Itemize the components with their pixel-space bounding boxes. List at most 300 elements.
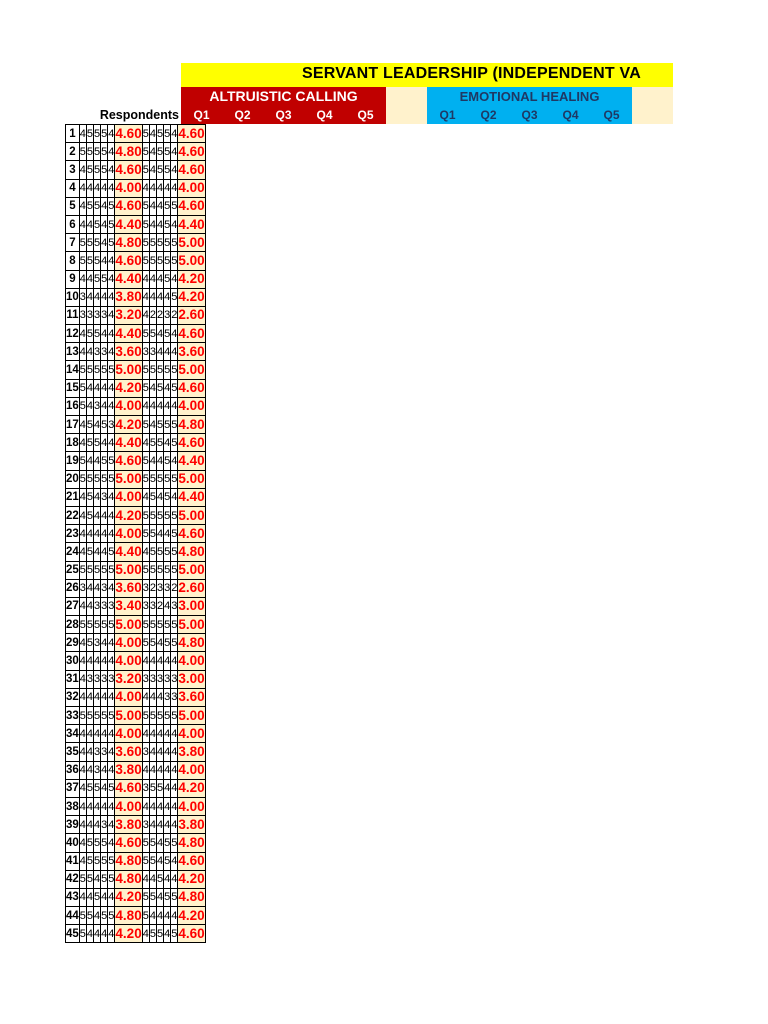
emotional-q2-cell[interactable]: 5 xyxy=(149,561,156,579)
altruistic-q5-cell[interactable]: 5 xyxy=(108,197,115,215)
altruistic-average-cell[interactable]: 4.60 xyxy=(115,197,142,215)
altruistic-q4-cell[interactable]: 3 xyxy=(101,670,108,688)
altruistic-average-cell[interactable]: 3.20 xyxy=(115,306,142,324)
emotional-q2-cell[interactable]: 4 xyxy=(149,288,156,306)
altruistic-q3-cell[interactable]: 5 xyxy=(94,252,101,270)
emotional-q3-cell[interactable]: 5 xyxy=(156,416,163,434)
emotional-q1-cell[interactable]: 4 xyxy=(142,725,149,743)
altruistic-q1-cell[interactable]: 4 xyxy=(79,416,86,434)
emotional-q4-cell[interactable]: 4 xyxy=(164,179,171,197)
altruistic-q5-cell[interactable]: 4 xyxy=(108,816,115,834)
altruistic-q3-cell[interactable]: 5 xyxy=(94,616,101,634)
respondent-id-cell[interactable]: 33 xyxy=(66,707,80,725)
emotional-q1-cell[interactable]: 4 xyxy=(142,925,149,943)
altruistic-q2-cell[interactable]: 4 xyxy=(86,725,93,743)
emotional-average-cell[interactable]: 4.00 xyxy=(178,797,205,815)
altruistic-q1-cell[interactable]: 4 xyxy=(79,343,86,361)
altruistic-q4-cell[interactable]: 3 xyxy=(101,343,108,361)
emotional-q5-cell[interactable]: 5 xyxy=(171,506,178,524)
emotional-q4-cell[interactable]: 5 xyxy=(164,834,171,852)
altruistic-q4-cell[interactable]: 4 xyxy=(101,725,108,743)
altruistic-q5-cell[interactable]: 4 xyxy=(108,634,115,652)
emotional-q3-cell[interactable]: 5 xyxy=(156,925,163,943)
emotional-q1-cell[interactable]: 4 xyxy=(142,306,149,324)
altruistic-q2-cell[interactable]: 4 xyxy=(86,343,93,361)
emotional-average-cell[interactable]: 4.60 xyxy=(178,925,205,943)
emotional-q1-cell[interactable]: 5 xyxy=(142,525,149,543)
altruistic-average-cell[interactable]: 4.60 xyxy=(115,161,142,179)
altruistic-q2-cell[interactable]: 5 xyxy=(86,870,93,888)
altruistic-average-cell[interactable]: 4.00 xyxy=(115,725,142,743)
altruistic-q2-cell[interactable]: 5 xyxy=(86,506,93,524)
altruistic-average-cell[interactable]: 5.00 xyxy=(115,707,142,725)
respondent-id-cell[interactable]: 34 xyxy=(66,725,80,743)
emotional-q4-cell[interactable]: 5 xyxy=(164,452,171,470)
altruistic-q4-cell[interactable]: 5 xyxy=(101,143,108,161)
emotional-q5-cell[interactable]: 4 xyxy=(171,870,178,888)
altruistic-q3-cell[interactable]: 5 xyxy=(94,470,101,488)
altruistic-q5-cell[interactable]: 4 xyxy=(108,725,115,743)
altruistic-q3-cell[interactable]: 4 xyxy=(94,506,101,524)
altruistic-q5-cell[interactable]: 4 xyxy=(108,888,115,906)
emotional-q1-cell[interactable]: 4 xyxy=(142,288,149,306)
altruistic-q4-cell[interactable]: 5 xyxy=(101,470,108,488)
respondent-id-cell[interactable]: 6 xyxy=(66,215,80,233)
altruistic-average-cell[interactable]: 4.00 xyxy=(115,797,142,815)
emotional-q5-cell[interactable]: 4 xyxy=(171,725,178,743)
emotional-q1-cell[interactable]: 4 xyxy=(142,434,149,452)
emotional-q3-cell[interactable]: 3 xyxy=(156,670,163,688)
respondent-id-cell[interactable]: 38 xyxy=(66,797,80,815)
emotional-q4-cell[interactable]: 3 xyxy=(164,670,171,688)
altruistic-q1-cell[interactable]: 5 xyxy=(79,616,86,634)
altruistic-average-cell[interactable]: 4.80 xyxy=(115,143,142,161)
altruistic-q1-cell[interactable]: 4 xyxy=(79,543,86,561)
altruistic-q5-cell[interactable]: 4 xyxy=(108,270,115,288)
emotional-q4-cell[interactable]: 4 xyxy=(164,343,171,361)
respondent-id-cell[interactable]: 36 xyxy=(66,761,80,779)
emotional-q4-cell[interactable]: 4 xyxy=(164,725,171,743)
emotional-average-cell[interactable]: 5.00 xyxy=(178,361,205,379)
emotional-q1-cell[interactable]: 4 xyxy=(142,270,149,288)
altruistic-q3-cell[interactable]: 5 xyxy=(94,325,101,343)
emotional-q3-cell[interactable]: 2 xyxy=(156,597,163,615)
altruistic-average-cell[interactable]: 3.40 xyxy=(115,597,142,615)
emotional-q4-cell[interactable]: 5 xyxy=(164,470,171,488)
altruistic-q4-cell[interactable]: 4 xyxy=(101,197,108,215)
altruistic-q3-cell[interactable]: 4 xyxy=(94,543,101,561)
altruistic-average-cell[interactable]: 3.60 xyxy=(115,343,142,361)
altruistic-q2-cell[interactable]: 5 xyxy=(86,470,93,488)
emotional-q2-cell[interactable]: 5 xyxy=(149,434,156,452)
respondent-id-cell[interactable]: 16 xyxy=(66,397,80,415)
emotional-average-cell[interactable]: 4.80 xyxy=(178,834,205,852)
emotional-q5-cell[interactable]: 5 xyxy=(171,470,178,488)
emotional-q2-cell[interactable]: 2 xyxy=(149,579,156,597)
emotional-q5-cell[interactable]: 4 xyxy=(171,270,178,288)
emotional-q1-cell[interactable]: 3 xyxy=(142,579,149,597)
emotional-average-cell[interactable]: 4.80 xyxy=(178,888,205,906)
emotional-q5-cell[interactable]: 4 xyxy=(171,179,178,197)
emotional-q4-cell[interactable]: 5 xyxy=(164,161,171,179)
altruistic-q3-cell[interactable]: 5 xyxy=(94,834,101,852)
altruistic-q3-cell[interactable]: 5 xyxy=(94,852,101,870)
emotional-q2-cell[interactable]: 5 xyxy=(149,252,156,270)
emotional-q3-cell[interactable]: 4 xyxy=(156,215,163,233)
altruistic-average-cell[interactable]: 3.80 xyxy=(115,816,142,834)
altruistic-q5-cell[interactable]: 4 xyxy=(108,525,115,543)
altruistic-q1-cell[interactable]: 5 xyxy=(79,361,86,379)
altruistic-q1-cell[interactable]: 4 xyxy=(79,597,86,615)
altruistic-q2-cell[interactable]: 4 xyxy=(86,797,93,815)
altruistic-q2-cell[interactable]: 5 xyxy=(86,634,93,652)
emotional-q3-cell[interactable]: 5 xyxy=(156,870,163,888)
respondent-id-cell[interactable]: 13 xyxy=(66,343,80,361)
emotional-average-cell[interactable]: 4.80 xyxy=(178,634,205,652)
altruistic-q2-cell[interactable]: 5 xyxy=(86,125,93,143)
altruistic-q1-cell[interactable]: 5 xyxy=(79,907,86,925)
altruistic-q4-cell[interactable]: 4 xyxy=(101,634,108,652)
emotional-q2-cell[interactable]: 4 xyxy=(149,725,156,743)
altruistic-q2-cell[interactable]: 4 xyxy=(86,179,93,197)
altruistic-q1-cell[interactable]: 4 xyxy=(79,670,86,688)
emotional-average-cell[interactable]: 5.00 xyxy=(178,707,205,725)
emotional-q5-cell[interactable]: 4 xyxy=(171,907,178,925)
emotional-q4-cell[interactable]: 5 xyxy=(164,125,171,143)
altruistic-q3-cell[interactable]: 4 xyxy=(94,579,101,597)
altruistic-q3-cell[interactable]: 4 xyxy=(94,688,101,706)
emotional-q3-cell[interactable]: 4 xyxy=(156,197,163,215)
altruistic-q2-cell[interactable]: 5 xyxy=(86,834,93,852)
altruistic-q2-cell[interactable]: 5 xyxy=(86,907,93,925)
altruistic-average-cell[interactable]: 4.20 xyxy=(115,925,142,943)
emotional-q5-cell[interactable]: 5 xyxy=(171,888,178,906)
altruistic-q3-cell[interactable]: 5 xyxy=(94,779,101,797)
emotional-average-cell[interactable]: 4.60 xyxy=(178,852,205,870)
altruistic-q5-cell[interactable]: 4 xyxy=(108,179,115,197)
emotional-q2-cell[interactable]: 4 xyxy=(149,125,156,143)
emotional-q1-cell[interactable]: 5 xyxy=(142,452,149,470)
emotional-q5-cell[interactable]: 2 xyxy=(171,306,178,324)
emotional-q4-cell[interactable]: 5 xyxy=(164,252,171,270)
altruistic-q4-cell[interactable]: 5 xyxy=(101,852,108,870)
altruistic-q4-cell[interactable]: 4 xyxy=(101,761,108,779)
altruistic-q1-cell[interactable]: 4 xyxy=(79,488,86,506)
altruistic-q2-cell[interactable]: 4 xyxy=(86,761,93,779)
emotional-q5-cell[interactable]: 5 xyxy=(171,561,178,579)
respondent-id-cell[interactable]: 37 xyxy=(66,779,80,797)
altruistic-q2-cell[interactable]: 5 xyxy=(86,416,93,434)
altruistic-q1-cell[interactable]: 4 xyxy=(79,743,86,761)
altruistic-q2-cell[interactable]: 4 xyxy=(86,397,93,415)
altruistic-q1-cell[interactable]: 4 xyxy=(79,797,86,815)
emotional-q1-cell[interactable]: 5 xyxy=(142,143,149,161)
altruistic-q4-cell[interactable]: 5 xyxy=(101,834,108,852)
altruistic-q4-cell[interactable]: 5 xyxy=(101,870,108,888)
respondent-id-cell[interactable]: 10 xyxy=(66,288,80,306)
altruistic-q5-cell[interactable]: 5 xyxy=(108,907,115,925)
emotional-q1-cell[interactable]: 3 xyxy=(142,597,149,615)
altruistic-q1-cell[interactable]: 5 xyxy=(79,252,86,270)
respondent-id-cell[interactable]: 27 xyxy=(66,597,80,615)
altruistic-average-cell[interactable]: 4.60 xyxy=(115,452,142,470)
emotional-q4-cell[interactable]: 4 xyxy=(164,379,171,397)
altruistic-q3-cell[interactable]: 4 xyxy=(94,179,101,197)
emotional-q4-cell[interactable]: 4 xyxy=(164,779,171,797)
emotional-q2-cell[interactable]: 3 xyxy=(149,343,156,361)
emotional-average-cell[interactable]: 4.60 xyxy=(178,125,205,143)
altruistic-average-cell[interactable]: 4.20 xyxy=(115,506,142,524)
emotional-q4-cell[interactable]: 4 xyxy=(164,816,171,834)
emotional-q4-cell[interactable]: 5 xyxy=(164,215,171,233)
emotional-q4-cell[interactable]: 5 xyxy=(164,888,171,906)
altruistic-q4-cell[interactable]: 5 xyxy=(101,907,108,925)
respondent-id-cell[interactable]: 18 xyxy=(66,434,80,452)
emotional-q3-cell[interactable]: 4 xyxy=(156,525,163,543)
altruistic-q2-cell[interactable]: 3 xyxy=(86,306,93,324)
altruistic-average-cell[interactable]: 4.60 xyxy=(115,834,142,852)
emotional-q5-cell[interactable]: 4 xyxy=(171,488,178,506)
altruistic-q5-cell[interactable]: 4 xyxy=(108,488,115,506)
emotional-average-cell[interactable]: 4.80 xyxy=(178,416,205,434)
altruistic-q3-cell[interactable]: 4 xyxy=(94,488,101,506)
emotional-average-cell[interactable]: 4.60 xyxy=(178,379,205,397)
emotional-q4-cell[interactable]: 4 xyxy=(164,525,171,543)
respondent-id-cell[interactable]: 40 xyxy=(66,834,80,852)
altruistic-average-cell[interactable]: 5.00 xyxy=(115,616,142,634)
altruistic-q4-cell[interactable]: 5 xyxy=(101,616,108,634)
emotional-q2-cell[interactable]: 4 xyxy=(149,688,156,706)
emotional-q3-cell[interactable]: 4 xyxy=(156,179,163,197)
altruistic-q5-cell[interactable]: 4 xyxy=(108,161,115,179)
emotional-q3-cell[interactable]: 5 xyxy=(156,616,163,634)
altruistic-q3-cell[interactable]: 5 xyxy=(94,888,101,906)
altruistic-q5-cell[interactable]: 4 xyxy=(108,743,115,761)
emotional-q2-cell[interactable]: 4 xyxy=(149,143,156,161)
emotional-q2-cell[interactable]: 5 xyxy=(149,543,156,561)
emotional-q4-cell[interactable]: 5 xyxy=(164,561,171,579)
emotional-q5-cell[interactable]: 4 xyxy=(171,325,178,343)
altruistic-q5-cell[interactable]: 5 xyxy=(108,707,115,725)
emotional-q5-cell[interactable]: 3 xyxy=(171,670,178,688)
altruistic-q5-cell[interactable]: 5 xyxy=(108,361,115,379)
emotional-q1-cell[interactable]: 4 xyxy=(142,688,149,706)
emotional-q3-cell[interactable]: 4 xyxy=(156,652,163,670)
emotional-q2-cell[interactable]: 5 xyxy=(149,888,156,906)
emotional-q5-cell[interactable]: 5 xyxy=(171,543,178,561)
respondent-id-cell[interactable]: 42 xyxy=(66,870,80,888)
emotional-q5-cell[interactable]: 4 xyxy=(171,797,178,815)
respondent-id-cell[interactable]: 22 xyxy=(66,506,80,524)
altruistic-q3-cell[interactable]: 4 xyxy=(94,907,101,925)
respondent-id-cell[interactable]: 4 xyxy=(66,179,80,197)
altruistic-q2-cell[interactable]: 4 xyxy=(86,525,93,543)
altruistic-q1-cell[interactable]: 4 xyxy=(79,506,86,524)
altruistic-q2-cell[interactable]: 4 xyxy=(86,288,93,306)
respondent-id-cell[interactable]: 21 xyxy=(66,488,80,506)
emotional-average-cell[interactable]: 3.80 xyxy=(178,816,205,834)
altruistic-q5-cell[interactable]: 5 xyxy=(108,452,115,470)
altruistic-q3-cell[interactable]: 3 xyxy=(94,597,101,615)
emotional-q2-cell[interactable]: 2 xyxy=(149,306,156,324)
altruistic-q3-cell[interactable]: 4 xyxy=(94,379,101,397)
altruistic-q1-cell[interactable]: 4 xyxy=(79,125,86,143)
altruistic-q4-cell[interactable]: 3 xyxy=(101,816,108,834)
altruistic-q1-cell[interactable]: 4 xyxy=(79,525,86,543)
emotional-q4-cell[interactable]: 4 xyxy=(164,743,171,761)
emotional-q3-cell[interactable]: 5 xyxy=(156,506,163,524)
emotional-q4-cell[interactable]: 5 xyxy=(164,325,171,343)
altruistic-q3-cell[interactable]: 5 xyxy=(94,361,101,379)
altruistic-average-cell[interactable]: 4.40 xyxy=(115,325,142,343)
respondent-id-cell[interactable]: 14 xyxy=(66,361,80,379)
altruistic-q2-cell[interactable]: 4 xyxy=(86,652,93,670)
altruistic-q1-cell[interactable]: 5 xyxy=(79,143,86,161)
altruistic-q4-cell[interactable]: 4 xyxy=(101,379,108,397)
altruistic-q5-cell[interactable]: 4 xyxy=(108,343,115,361)
altruistic-q4-cell[interactable]: 4 xyxy=(101,397,108,415)
altruistic-q1-cell[interactable]: 4 xyxy=(79,270,86,288)
altruistic-q3-cell[interactable]: 5 xyxy=(94,197,101,215)
altruistic-q2-cell[interactable]: 4 xyxy=(86,579,93,597)
altruistic-q3-cell[interactable]: 3 xyxy=(94,306,101,324)
altruistic-q5-cell[interactable]: 4 xyxy=(108,506,115,524)
altruistic-average-cell[interactable]: 4.20 xyxy=(115,888,142,906)
altruistic-q1-cell[interactable]: 4 xyxy=(79,852,86,870)
altruistic-q3-cell[interactable]: 4 xyxy=(94,525,101,543)
emotional-q5-cell[interactable]: 5 xyxy=(171,834,178,852)
altruistic-q2-cell[interactable]: 4 xyxy=(86,379,93,397)
emotional-q1-cell[interactable]: 4 xyxy=(142,797,149,815)
altruistic-q4-cell[interactable]: 4 xyxy=(101,434,108,452)
emotional-q1-cell[interactable]: 5 xyxy=(142,234,149,252)
respondent-id-cell[interactable]: 31 xyxy=(66,670,80,688)
emotional-average-cell[interactable]: 4.00 xyxy=(178,652,205,670)
altruistic-q2-cell[interactable]: 5 xyxy=(86,488,93,506)
altruistic-q2-cell[interactable]: 5 xyxy=(86,543,93,561)
altruistic-q4-cell[interactable]: 4 xyxy=(101,525,108,543)
altruistic-q4-cell[interactable]: 5 xyxy=(101,561,108,579)
emotional-q4-cell[interactable]: 4 xyxy=(164,652,171,670)
altruistic-q4-cell[interactable]: 5 xyxy=(101,707,108,725)
emotional-q1-cell[interactable]: 5 xyxy=(142,470,149,488)
emotional-q2-cell[interactable]: 5 xyxy=(149,616,156,634)
emotional-q3-cell[interactable]: 5 xyxy=(156,561,163,579)
altruistic-q3-cell[interactable]: 4 xyxy=(94,797,101,815)
emotional-q4-cell[interactable]: 5 xyxy=(164,361,171,379)
altruistic-average-cell[interactable]: 4.60 xyxy=(115,252,142,270)
altruistic-q1-cell[interactable]: 3 xyxy=(79,288,86,306)
altruistic-q1-cell[interactable]: 4 xyxy=(79,634,86,652)
altruistic-q5-cell[interactable]: 4 xyxy=(108,434,115,452)
emotional-q4-cell[interactable]: 5 xyxy=(164,234,171,252)
emotional-average-cell[interactable]: 4.00 xyxy=(178,397,205,415)
emotional-q1-cell[interactable]: 5 xyxy=(142,197,149,215)
altruistic-q5-cell[interactable]: 5 xyxy=(108,779,115,797)
emotional-q5-cell[interactable]: 5 xyxy=(171,616,178,634)
altruistic-q4-cell[interactable]: 3 xyxy=(101,597,108,615)
emotional-q2-cell[interactable]: 5 xyxy=(149,361,156,379)
emotional-q3-cell[interactable]: 4 xyxy=(156,325,163,343)
altruistic-q3-cell[interactable]: 3 xyxy=(94,743,101,761)
emotional-average-cell[interactable]: 3.00 xyxy=(178,670,205,688)
emotional-q2-cell[interactable]: 5 xyxy=(149,488,156,506)
emotional-average-cell[interactable]: 4.40 xyxy=(178,452,205,470)
altruistic-average-cell[interactable]: 4.00 xyxy=(115,525,142,543)
emotional-average-cell[interactable]: 3.80 xyxy=(178,743,205,761)
emotional-q4-cell[interactable]: 4 xyxy=(164,907,171,925)
altruistic-q5-cell[interactable]: 4 xyxy=(108,834,115,852)
emotional-q4-cell[interactable]: 5 xyxy=(164,852,171,870)
emotional-q5-cell[interactable]: 5 xyxy=(171,379,178,397)
altruistic-q2-cell[interactable]: 5 xyxy=(86,361,93,379)
emotional-q3-cell[interactable]: 4 xyxy=(156,270,163,288)
emotional-q3-cell[interactable]: 4 xyxy=(156,852,163,870)
altruistic-q3-cell[interactable]: 4 xyxy=(94,288,101,306)
altruistic-average-cell[interactable]: 4.20 xyxy=(115,379,142,397)
altruistic-q5-cell[interactable]: 5 xyxy=(108,470,115,488)
altruistic-q1-cell[interactable]: 5 xyxy=(79,925,86,943)
altruistic-average-cell[interactable]: 3.60 xyxy=(115,579,142,597)
altruistic-q2-cell[interactable]: 5 xyxy=(86,561,93,579)
altruistic-q2-cell[interactable]: 4 xyxy=(86,743,93,761)
emotional-q3-cell[interactable]: 4 xyxy=(156,343,163,361)
altruistic-average-cell[interactable]: 4.40 xyxy=(115,215,142,233)
emotional-q2-cell[interactable]: 5 xyxy=(149,525,156,543)
emotional-q4-cell[interactable]: 5 xyxy=(164,543,171,561)
altruistic-q2-cell[interactable]: 4 xyxy=(86,452,93,470)
emotional-average-cell[interactable]: 5.00 xyxy=(178,470,205,488)
emotional-average-cell[interactable]: 5.00 xyxy=(178,506,205,524)
emotional-q5-cell[interactable]: 5 xyxy=(171,234,178,252)
emotional-q5-cell[interactable]: 4 xyxy=(171,143,178,161)
emotional-average-cell[interactable]: 4.20 xyxy=(178,270,205,288)
altruistic-q4-cell[interactable]: 4 xyxy=(101,252,108,270)
emotional-q1-cell[interactable]: 5 xyxy=(142,325,149,343)
emotional-average-cell[interactable]: 4.20 xyxy=(178,288,205,306)
altruistic-q5-cell[interactable]: 5 xyxy=(108,234,115,252)
altruistic-q2-cell[interactable]: 4 xyxy=(86,270,93,288)
altruistic-q2-cell[interactable]: 4 xyxy=(86,597,93,615)
emotional-q3-cell[interactable]: 4 xyxy=(156,688,163,706)
emotional-q2-cell[interactable]: 4 xyxy=(149,816,156,834)
altruistic-q1-cell[interactable]: 5 xyxy=(79,561,86,579)
altruistic-average-cell[interactable]: 4.80 xyxy=(115,852,142,870)
emotional-average-cell[interactable]: 4.80 xyxy=(178,543,205,561)
altruistic-q3-cell[interactable]: 5 xyxy=(94,143,101,161)
emotional-q1-cell[interactable]: 5 xyxy=(142,561,149,579)
emotional-average-cell[interactable]: 5.00 xyxy=(178,252,205,270)
emotional-q5-cell[interactable]: 5 xyxy=(171,707,178,725)
emotional-average-cell[interactable]: 4.00 xyxy=(178,725,205,743)
emotional-q2-cell[interactable]: 4 xyxy=(149,270,156,288)
altruistic-q2-cell[interactable]: 5 xyxy=(86,161,93,179)
emotional-q3-cell[interactable]: 5 xyxy=(156,707,163,725)
emotional-average-cell[interactable]: 4.60 xyxy=(178,525,205,543)
emotional-q5-cell[interactable]: 4 xyxy=(171,343,178,361)
emotional-q3-cell[interactable]: 4 xyxy=(156,797,163,815)
emotional-q2-cell[interactable]: 5 xyxy=(149,779,156,797)
emotional-q3-cell[interactable]: 5 xyxy=(156,379,163,397)
emotional-average-cell[interactable]: 4.60 xyxy=(178,325,205,343)
emotional-q4-cell[interactable]: 5 xyxy=(164,416,171,434)
altruistic-q5-cell[interactable]: 5 xyxy=(108,215,115,233)
emotional-q5-cell[interactable]: 4 xyxy=(171,125,178,143)
altruistic-q5-cell[interactable]: 5 xyxy=(108,852,115,870)
emotional-q2-cell[interactable]: 5 xyxy=(149,852,156,870)
emotional-q1-cell[interactable]: 4 xyxy=(142,397,149,415)
emotional-q1-cell[interactable]: 5 xyxy=(142,416,149,434)
